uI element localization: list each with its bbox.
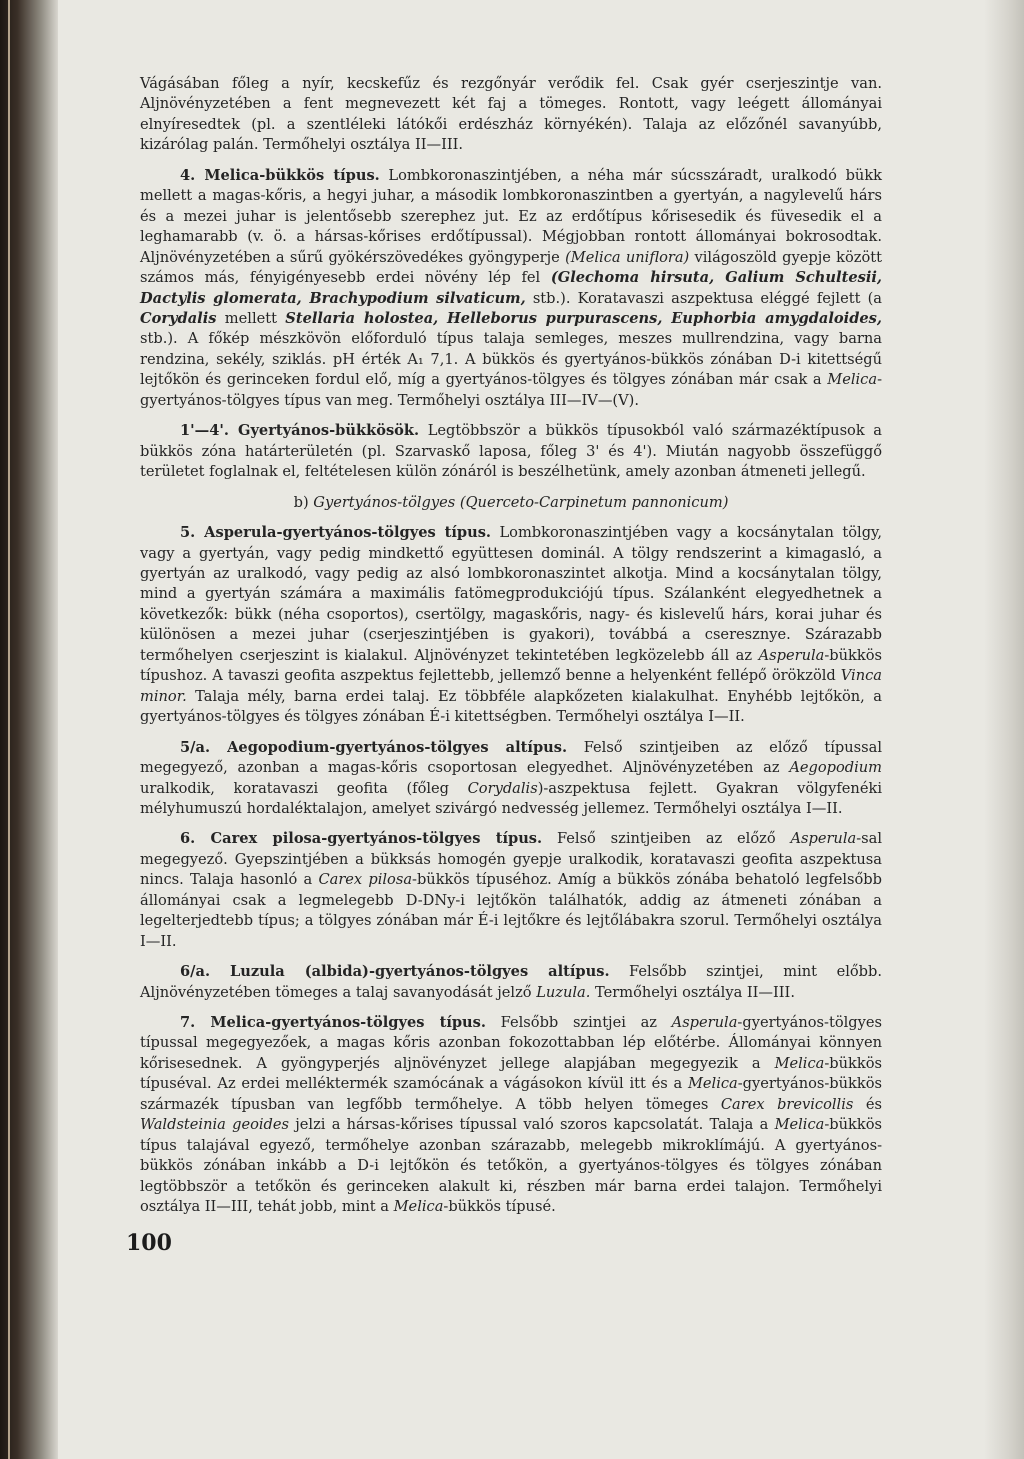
paragraph-title: 4. Melica-bükkös típus.	[180, 166, 380, 184]
paragraph-4: 4. Melica-bükkös típus. Lombkoronaszintjében, a néha már súcsszáradt, uralkodó bükk mellett a magas-kőris, a hegyi juhar, a második lombkoronaszintben a gyertyán, a nagylevelű hárs és a mezei juhar is jelentősebb szerephez jut. Ez az erdőtípus kőrisesedik és füvesedik el a leghamarabb (v. ö. a hársas-kőrises erdőtípussal). Mégjobban rontott állományai bokrosodtak. Aljnövényzetében a sűrű gyökérszövedékes gyöngyperje (Melica uniflora) világoszöld gyepje között számos más, fényigényesebb erdei növény lép fel (Glechoma hirsuta, Galium Schultesii, Dactylis glomerata, Brachypodium silvaticum, stb.). Koratavaszi aszpektusa eléggé fejlett (a Corydalis mellett Stellaria holostea, Helleborus purpurascens, Euphorbia amygdaloides, stb.). A főkép mészkövön előforduló típus talaja semleges, meszes mullrendzina, vagy barna rendzina, sekély, sziklás. pH érték A₁ 7,1. A bükkös és gyertyános-bükkös zónában D-i kitettségű lejtőkön és gerinceken fordul elő, míg a gyertyános-tölgyes és tölgyes zónában már csak a Melica-gyertyános-tölgyes típus van meg. Termőhelyi osztálya III—IV—(V).	[140, 166, 883, 409]
paragraph-6a: 6/a. Luzula (albida)-gyertyános-tölgyes altípus. Felsőbb szintjei, mint előbb. Aljnövényzetében tömeges a talaj savanyodását jelző Luzula. Termőhelyi osztálya II—III.	[140, 963, 882, 1001]
paragraph-5: 5. Asperula-gyertyános-tölgyes típus. Lombkoronaszintjében vagy a kocsánytalan tölgy, vagy a gyertyán, vagy pedig mindkettő együttesen dominál. A tölgy rendszerint a kimagasló, a gyertyán az uralkodó, vagy pedig az alsó lombkoronaszintet alkotja. Mind a kocsánytalan tölgy, mind a gyertyán számára a maximális fatömegprodukciójú típus. Szálanként elegyedhetnek a következők: bükk (néha csoportos), csertölgy, magaskőris, nagy- és kislevelű hárs, korai juhar és különösen a mezei juhar (cserjeszintjében is gyakori), továbbá a cseresznye. Szárazabb termőhelyen cserjeszint is kialakul. Aljnövényzet tekintetében legközelebb áll az Asperula-bükkös típushoz. A tavaszi geofita aszpektus fejlettebb, jellemző benne a helyenként fellépő örökzöld Vinca minor. Talaja mély, barna erdei talaj. Ez többféle alapkőzeten kialakulhat. Enyhébb lejtőkön, a gyertyános-tölgyes és tölgyes zónában É-i kitettségben. Termőhelyi osztálya I—II.	[140, 524, 882, 726]
paragraph-title: 6. Carex pilosa-gyertyános-tölgyes típus.	[180, 830, 543, 848]
paragraph-7: 7. Melica-gyertyános-tölgyes típus. Felsőbb szintjei az Asperula-gyertyános-tölgyes típussal megegyezőek, a magas kőris azonban fokozottabban lép előtérbe. Állományai könnyen kőrisesednek. A gyöngyperjés aljnövényzet jellege alapjában megegyezik a Melica-bükkös típuséval. Az erdei melléktermék szamócának a vágásokon kívül itt és a Melica-gyertyános-bükkös származék típusban van legfőbb termőhelye. A több helyen tömeges Carex brevicollis és Waldsteinia geoides jelzi a hársas-kőrises típussal való szoros kapcsolatát. Talaja a Melica-bükkös típus talajával egyező, termőhelye azonban szárazabb, melegebb mikroklímájú. A gyertyános-bükkös zónában inkább a D-i lejtőkön és tetőkön, a gyertyános-tölgyes és tölgyes zónában legtöbbször a tetőkön és gerinceken alakult ki, részben már barna erdei talajon. Termőhelyi osztálya II—III, tehát jobb, mint a Melica-bükkös típusé.	[140, 1014, 883, 1216]
section-heading: b) Gyertyános-tölgyes (Querceto-Carpinetum pannonicum)	[293, 493, 729, 511]
paragraph-6: 6. Carex pilosa-gyertyános-tölgyes típus. Felső szintjeiben az előző Asperula-sal megegyező. Gyepszintjében a bükksás homogén gyepje uralkodik, koratavaszi geofita aszpektusa nincs. Talaja hasonló a Carex pilosa-bükkös típuséhoz. Amíg a bükkös zónába behatoló legfelsőbb állományai csak a legmelegebb D-DNy-i lejtőkön találhatók, addig az átmeneti zónában a legelterjedtebb típus; a tölgyes zónában már É-i lejtőkre és lejtőlábakra szorul. Termőhelyi osztálya I—II.	[140, 830, 883, 950]
page-edge	[984, 0, 1024, 1459]
book-binding	[0, 0, 58, 1459]
paragraph-title: 1'—4'. Gyertyános-bükkösök.	[180, 422, 420, 440]
paragraph-title: 5/a. Aegopodium-gyertyános-tölgyes altípus.	[180, 738, 568, 756]
paragraph-5a: 5/a. Aegopodium-gyertyános-tölgyes altípus. Felső szintjeiben az előző típussal megegyező, azonban a magas-kőris csoportosan elegyedhet. Aljnövényzetében az Aegopodium uralkodik, koratavaszi geofita (főleg Corydalis)-aszpektusa fejlett. Gyakran völgyfenéki mélyhumuszú hordaléktalajon, amelyet szivárgó nedvesség jellemez. Termőhelyi osztálya I—II.	[140, 738, 882, 817]
paragraph-1-4: 1'—4'. Gyertyános-bükkösök. Legtöbbször a bükkös típusokból való származéktípusok a bükkös zóna határterületén (pl. Szarvaskő laposa, főleg 3' és 4'). Miután nagyobb összefüggő területet foglalnak el, feltételesen külön zónáról is beszélhetünk, amely azonban átmeneti jellegű.	[140, 422, 883, 481]
intro-paragraph: Vágásában főleg a nyír, kecskefűz és rezgőnyár verődik fel. Csak gyér cserjeszintje van. Aljnövényzetében a fent megnevezett két faj a tömeges. Rontott, vagy leégett állományai elnyíresedtek (pl. a szentléleki látókői erdészház környékén). Talaja az előzőnél savanyúbb, kizárólag palán. Termőhelyi osztálya II—III.	[140, 75, 882, 154]
body-text	[140, 74, 882, 1228]
page-number: 100	[126, 1230, 172, 1256]
paragraph-title: 5. Asperula-gyertyános-tölgyes típus.	[180, 524, 492, 542]
paragraph-title: 6/a. Luzula (albida)-gyertyános-tölgyes altípus.	[180, 963, 610, 981]
paragraph-title: 7. Melica-gyertyános-tölgyes típus.	[180, 1014, 486, 1032]
